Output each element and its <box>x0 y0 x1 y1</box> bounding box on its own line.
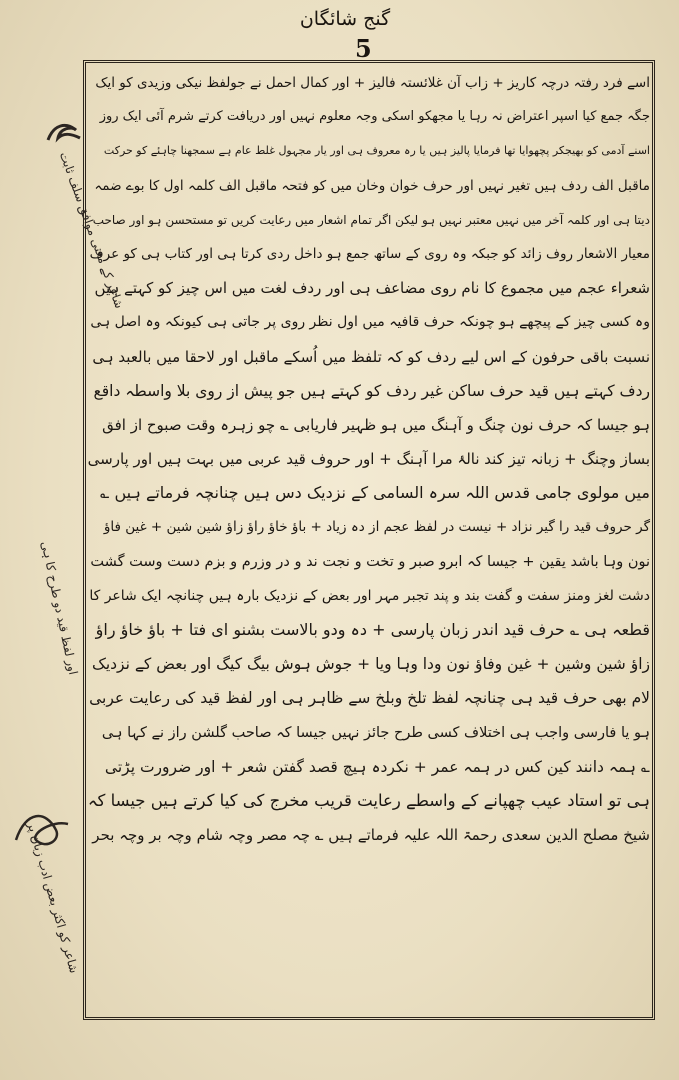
left-margin <box>0 60 127 1040</box>
running-title: گنج شائگان <box>299 8 391 30</box>
body-text <box>88 66 650 1016</box>
text-line: نسبت باقی حرفون کے اس لیے ردف کو کہ تلفظ میں اُسکے ماقبل اور لاحقا میں بالعبد ہی <box>92 347 650 366</box>
text-line: میں مولوی جامی قدس اللہ سرہ السامی کے نزدیک دس ہیں چنانچہ فرماتے ہیں ؎ <box>100 483 650 503</box>
text-line: ماقبل الف ردف ہیں تغیر نہیں اور حرف خوان وخان میں کو فتحہ ماقبل الف کلمہ اول کا بوے ضمہ <box>94 177 650 194</box>
margin-note: شاعر کے معنی موافق سلف ثابت <box>56 150 127 311</box>
text-line: ردف کہتے ہیں قید حرف ساکن غیر ردف کو کہتے ہیں جو پیش از روی بلا واسطہ داقع <box>93 381 650 400</box>
text-line: ؎ ہمہ دانند کین کس در ہمہ عمر + نکردہ ہیچ قصد گفتن شعر + اور ضرورت پڑتی <box>104 757 650 776</box>
text-line: جگہ جمع کیا اسپر اعتراض نہ رہا یا مجھکو اسکی وجہ معلوم نہیں اور دریافت کرتے شرم آئی ایک روز <box>99 109 650 125</box>
text-line: شعراء عجم میں مجموع کا نام روی مضاعف ہی اور ردف لغت میں اس چیز کو کہتے ہیں <box>94 279 650 298</box>
text-line: اسے فرد رفتہ درچہ کاریز + زاب آن غلائستہ فالیز + اور کمال احمل نے جولفظ نیکی وزیدی کو ایک <box>95 75 650 91</box>
text-line: دیتا ہی اور کلمہ آخر میں نہیں معتبر نہیں ہو لیکن اگر تمام اشعار میں رعایت کریں تو مستحسن ہو اور صاحب <box>92 212 650 227</box>
text-line: دشت لغز ومنز سفت و گفت بند و پند تجبر مہر اور بعض کے نزدیک بارہ ہیں چنانچہ ایک شاعر کا <box>89 587 650 604</box>
text-line: شیخ مصلح الدین سعدی رحمۃ اللہ علیہ فرماتے ہیں ؎ چہ مصر وچہ شام وچہ بر وچہ بحر <box>92 826 650 845</box>
margin-flourish-icon <box>6 800 76 860</box>
margin-flourish-icon <box>46 120 82 146</box>
text-line: زاؤ شین وشین + غین وفاؤ نون ودا وہا ویا + جوش ہوش بیگ کیگ اور بعض کے نزدیک <box>91 655 650 674</box>
text-line: ہو جیسا کہ حرف نون چنگ و آہنگ میں ہو ظہیر فاریابی ؎ چو زہرہ وقت صبوح از افق <box>102 415 650 434</box>
text-line: لام بھی حرف قید ہی چنانچہ لفظ تلخ وبلخ سے ظاہر ہی اور لفظ قید کی رعایت عربی <box>89 689 650 708</box>
margin-note: شاعر کو اکثر بعض ادب زبان پر <box>24 820 82 975</box>
margin-note: اور لفظ قید دو طرح کا ہی <box>38 540 81 676</box>
text-line: ہو یا فارسی واجب ہی اختلاف کسی طرح جائز نہیں جیسا کہ صاحب گلشن راز نے کہا ہی <box>101 724 650 741</box>
text-line: وہ کسی چیز کے پیچھے ہو چونکہ حرف قافیہ میں اول نظر روی پر جاتی ہی کیونکہ وہ اصل ہی <box>90 314 650 331</box>
text-line: گر حروف قید را گیر نزاد + نیست در لفظ عجم از دہ زیاد + باؤ خاؤ راؤ زاؤ شین شین + غین فاؤ <box>103 519 650 536</box>
text-line: قطعہ ہی ؎ حرف قید اندر زبان پارسی + دہ ودو بالاست بشنو ای فتا + باؤ خاؤ راؤ <box>95 620 650 639</box>
text-line: بساز وچنگ + زبانہ تیز کند نالۂ مرا آہنگ + اور حروف قید عربی میں بہت ہیں اور پارسی <box>87 450 650 469</box>
page-number: 5 <box>355 34 372 63</box>
text-line: معیار الاشعار روف زائد کو جبکہ وہ روی کے ساتھ جمع ہو داخل ردی کرتا ہی اور کتاب ہی کو عرف <box>89 245 650 262</box>
text-line: ہی تو استاد عیب چھپانے کے واسطے رعایت قریب مخرج کی کیا کرتے ہیں جیسا کہ <box>87 790 650 810</box>
text-line: اسنے آدمی کو بھیجکر پچھوایا تھا فرمایا پالیز ہیں یا رہ معروف ہی اور یار مجہول غلط عام ہے سمجھنا چاہئے کو حرکت <box>103 144 650 158</box>
text-line: نون وہا باشد یقین + جیسا کہ ابرو صبر و تخت و نجت ند و در وزرم و بزم دست وست گشت <box>90 553 650 570</box>
page-header <box>0 8 679 63</box>
